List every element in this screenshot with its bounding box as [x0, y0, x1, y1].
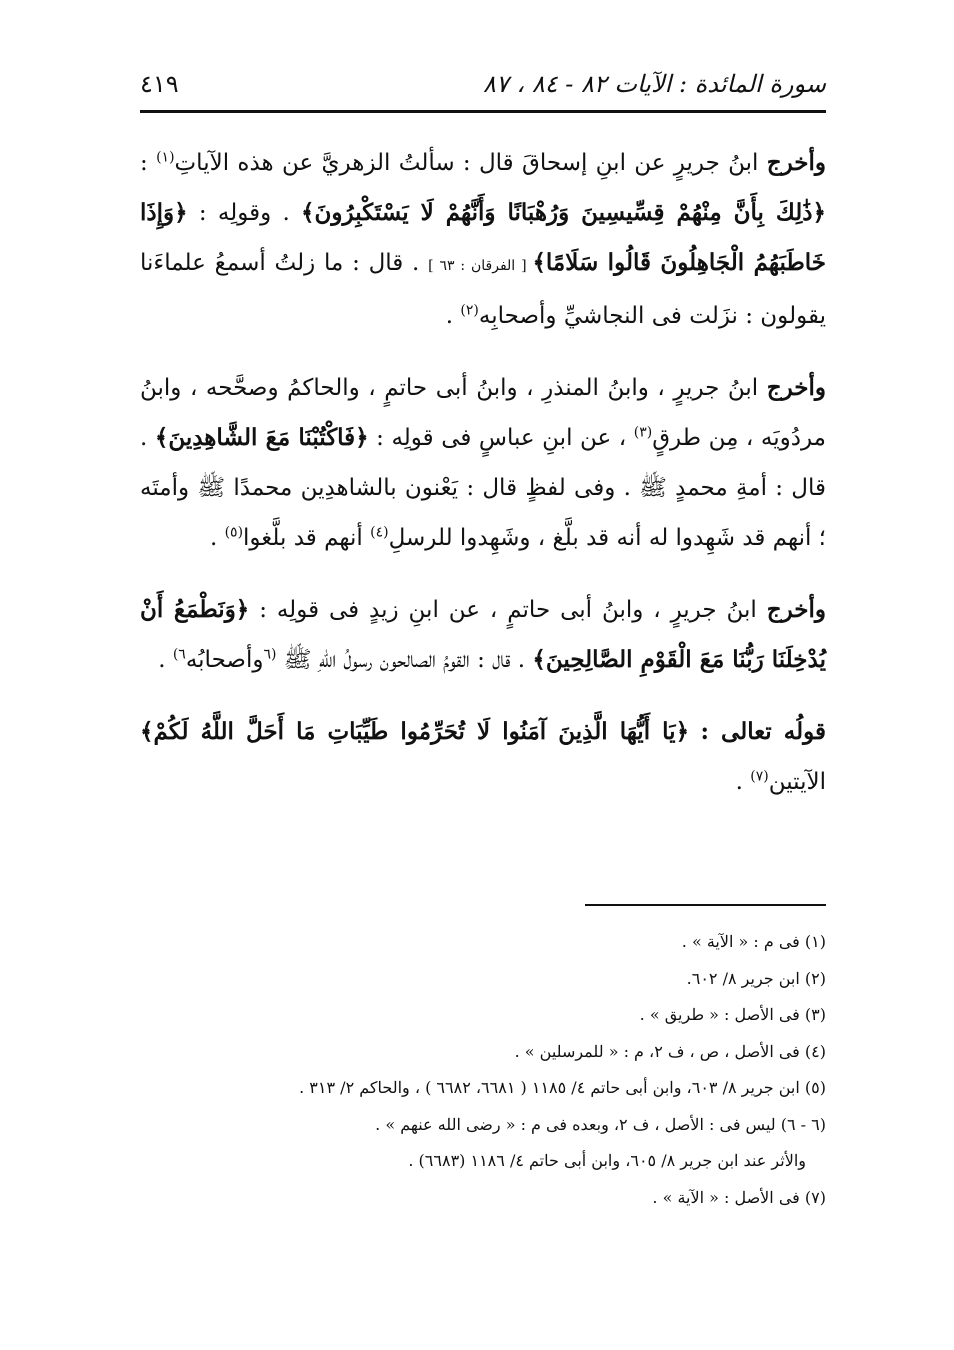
footnote-marker: (٢) — [460, 302, 479, 319]
text-run: . — [735, 769, 751, 795]
text-run: . قال : القومُ الصالحون رسولُ اللهِ ﷺ — [276, 647, 533, 673]
text-run: ابنُ جريرٍ ، وابنُ المنذرِ ، وابنُ أبى حاتمٍ ، والحاكمُ وصحَّحه ، وابنُ مردُويَه ، مِن طرقٍ — [140, 375, 826, 451]
text-run: . — [445, 303, 461, 329]
quran-quote: ﴿ذَٰلِكَ بِأَنَّ مِنْهُمْ قِسِّيسِينَ وَرُهْبَانًا وَأَنَّهُمْ لَا يَسْتَكْبِرُونَ﴾ — [301, 199, 826, 226]
footnote: (٥) ابن جرير ٨/ ٦٠٣، وابن أبى حاتم ٤/ ١١٨٥ ( ٦٦٨١، ٦٦٨٢ ) ، والحاكم ٢/ ٣١٣ . — [299, 1078, 826, 1097]
paragraph — [140, 707, 826, 807]
page-number: ٤١٩ — [140, 70, 179, 98]
footnote-marker: (١) — [156, 149, 175, 166]
quran-quote: ﴿وَإِذَا خَاطَبَهُمُ الْجَاهِلُونَ قَالُوا سَلَامًا﴾ — [140, 199, 826, 276]
footnote: (٤) فى الأصل ، ص ، ف ٢، م : « للمرسلين » . — [514, 1041, 826, 1061]
footnote: (١) فى م : « الآية » . — [681, 932, 826, 951]
text-run: . قال : أمةِ محمدٍ ﷺ . وفى لفظٍ قال : يَعْنون بالشاهدِين محمدًا ﷺ وأمتَه ؛ أنهم قد شَهِدوا له أنه قد بلَّغ ، وشَهِدوا للرسلِ — [140, 425, 826, 551]
footnote: (٧) فى الأصل : « الآية » . — [652, 1187, 826, 1207]
paragraph — [140, 585, 826, 685]
text-run: : — [140, 150, 157, 176]
paragraph — [140, 138, 826, 341]
quran-quote: ﴿فَاكْتُبْنَا مَعَ الشَّاهِدِينَ﴾ — [154, 424, 369, 451]
text-run: . — [158, 647, 173, 673]
text-run: ابنُ جريرٍ عن ابنِ إسحاقَ قال : سألتُ الزهريَّ عن هذه الآياتِ — [174, 150, 759, 176]
footnote: (٣) فى الأصل : « طريق » . — [639, 1005, 826, 1024]
paragraph-opener: وأخرج — [766, 374, 827, 401]
text-run: . — [209, 525, 225, 551]
page-header — [140, 62, 826, 106]
paragraph-opener: وأخرج — [766, 149, 826, 176]
paragraph-opener: وأخرج — [766, 596, 826, 623]
footnote: (٢) ابن جرير ٨/ ٦٠٢. — [686, 968, 826, 988]
footnote-rule — [585, 904, 826, 906]
footnote-marker: (٦ — [263, 646, 277, 663]
footnote-marker: (٤) — [370, 524, 389, 541]
text-run: . وقولِه : — [187, 200, 302, 226]
paragraph-opener: قولُه تعالى : — [700, 718, 826, 745]
quran-quote: ﴿يَا أَيُّهَا الَّذِينَ آمَنُوا لَا تُحَرِّمُوا طَيِّبَاتِ مَا أَحَلَّ اللَّهُ لَكُمْ﴾ — [140, 718, 690, 745]
main-text — [140, 138, 826, 807]
footnotes — [140, 924, 826, 1216]
text-run: وأصحابُه — [185, 647, 264, 673]
footnote-marker: (٣) — [633, 424, 653, 441]
text-run: . قال : ما زلتُ أسمعُ علماءَنا يقولون : نزَلت فى النجاشيِّ وأصحابِه — [140, 250, 826, 329]
footnote: (٦ - ٦) ليس فى : الأصل ، ف ٢، وبعده فى م : « رضى الله عنهم » . — [375, 1114, 826, 1134]
text-run: أنهم قد بلَّغوا — [243, 525, 371, 551]
footnote-marker: (٧) — [750, 768, 769, 785]
text-run: ، عن ابنِ عباسٍ فى قولِه : — [368, 425, 634, 451]
footnote-marker: (٥) — [224, 524, 244, 541]
running-title: سورة المائدة : الآيات ٨٢ - ٨٤ ، ٨٧ — [483, 70, 826, 98]
header-rule — [140, 110, 826, 113]
footnote-marker: ٦) — [172, 646, 186, 663]
text-run: ابنُ جريرٍ ، وابنُ أبى حاتمٍ ، عن ابنِ زيدٍ فى قولِه : — [249, 597, 757, 623]
paragraph — [140, 363, 826, 563]
text-run: الآيتين — [768, 769, 826, 795]
quran-quote: ﴿وَنَطْمَعُ أَنْ يُدْخِلَنَا رَبُّنَا مَعَ الْقَوْمِ الصَّالِحِينَ﴾ — [140, 596, 826, 673]
footnote-continuation: والأثر عند ابن جرير ٨/ ٦٠٥، وابن أبى حاتم ٤/ ١١٨٦ (٦٦٨٣) . — [408, 1151, 806, 1170]
verse-reference: [ الفرقان : ٦٣ ] — [428, 258, 533, 274]
